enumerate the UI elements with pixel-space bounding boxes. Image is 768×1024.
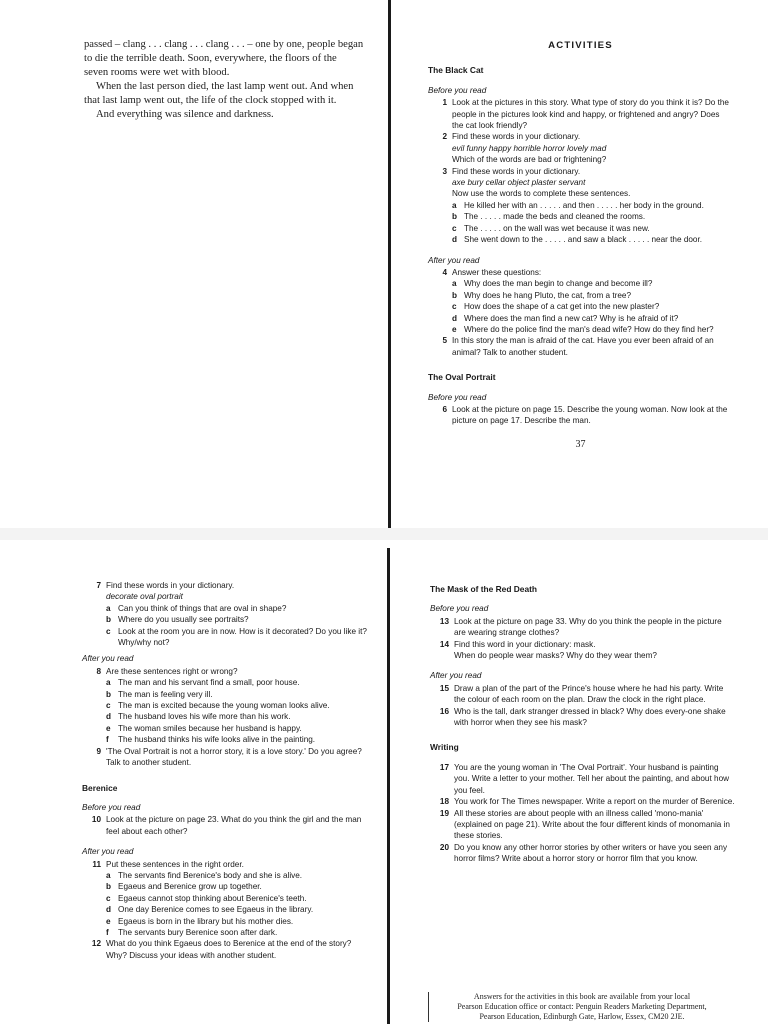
question-14 [430,639,735,662]
sub-item [106,711,367,722]
sub-item-text: Where does the man find a new cat? Why is he afraid of it? [464,313,679,323]
sub-item-text: Egaeus and Berenice grow up together. [118,882,262,892]
question-number: 7 [96,581,101,590]
activities-page-37 [392,0,768,528]
sub-item-letter: a [452,200,457,210]
story-text [84,38,364,122]
sub-item-text: She went down to the . . . . . and saw a black . . . . . near the door. [464,235,703,245]
question-text: Who is the tall, dark stranger dressed in black? Why does every-one shake with horror when they see his mask? [454,706,726,728]
story-line: And everything was silence and darkness. [96,109,274,120]
sub-item-letter: d [452,235,458,245]
sub-item [106,723,367,734]
sub-item-letter: e [106,916,111,926]
sub-item-letter: b [106,615,112,625]
sub-item-text: The husband thinks his wife looks alive in the painting. [118,735,316,745]
sub-item-text: The man and his servant find a small, poor house. [118,678,300,688]
sub-item [452,200,733,211]
story-line: to die the terrible death. Soon, everywhere, the floors of the [84,53,337,64]
activities-column [430,584,735,865]
sub-item-text: How does the shape of a cat get into the new plaster? [464,302,660,312]
question-19 [430,808,735,842]
question-number: 11 [92,859,101,869]
question-8 [82,666,367,746]
question-number: 13 [439,616,449,626]
after-you-read-label: After you read [430,671,482,681]
before-you-read-label: Before you read [428,85,487,95]
question-number: 5 [442,336,447,346]
question-number: 6 [442,404,447,414]
book-spine-top [388,0,391,528]
question-text: Put these sentences in the right order. [106,859,244,869]
story-line: that last lamp went out, the life of the clock stopped with it. [84,95,337,106]
story-page-end [0,0,388,528]
question-text: In this story the man is afraid of the cat. Have you ever been afraid of an animal? Talk to another student. [452,336,714,357]
question-follow-up: Which of the words are bad or frightening? [452,155,607,165]
story-line: passed – clang . . . clang . . . clang . . . – one by one, people began [84,39,364,50]
question-12 [82,938,367,961]
section-title-black-cat: The Black Cat [428,65,484,76]
sub-item-text: The servants find Berenice's body and she is alive. [118,870,303,880]
question-follow-up: Now use the words to complete these sentences. [452,189,631,199]
question-text: Find these words in your dictionary. [452,166,581,176]
sub-item-letter: e [106,723,111,733]
sub-item [106,603,367,614]
sub-item-text: Can you think of things that are oval in shape? [118,603,287,613]
activities-page-38 [0,540,388,1024]
question-4 [428,267,733,335]
section-title-mask-of-red-death: The Mask of the Red Death [430,584,538,594]
sub-item-letter: b [452,290,458,300]
sub-item [106,734,367,745]
sub-item-letter: d [106,712,112,722]
question-text: Look at the pictures in this story. What type of story do you think it is? Do the people in the pictures look kind and happy, or frightened and angry? Does the cat look friendly? [452,98,729,131]
question-text: Do you know any other horror stories by other writers or have you seen any horror films? Write about a horror story or horror film that you know. [454,842,728,864]
sub-item-text: One day Berenice comes to see Egaeus in the library. [118,905,314,915]
sub-item [452,278,733,289]
section-title-oval-portrait: The Oval Portrait [428,372,496,383]
sub-item-text: The husband loves his wife more than his work. [118,712,291,722]
question-13 [430,616,735,639]
question-number: 15 [439,683,449,693]
sub-item [452,301,733,312]
sub-item [452,234,733,245]
sub-item [106,677,367,688]
sub-item [106,893,367,904]
sub-item-letter: c [452,302,457,312]
sub-item [452,324,733,335]
footer-line: Pearson Education office or contact: Penguin Readers Marketing Department, [457,1002,707,1011]
question-text: Look at the picture on page 23. What do you think the girl and the man feel about each other? [106,815,362,836]
word-list: evil funny happy horrible horror lovely mad [452,143,607,153]
question-number: 14 [439,639,449,649]
sub-item [106,689,367,700]
before-you-read-label: Before you read [82,802,141,812]
sub-item-text: Where do you usually see portraits? [118,615,249,625]
after-you-read-label: After you read [82,654,134,664]
question-7 [82,580,367,648]
word-list: axe bury cellar object plaster servant [452,178,586,188]
sub-item-letter: c [106,893,111,903]
story-line: seven rooms were wet with blood. [84,67,230,78]
question-15 [430,683,735,706]
before-you-read-label: Before you read [428,392,487,402]
question-text: Find these words in your dictionary. [106,581,235,590]
question-number: 2 [442,132,447,142]
sub-item [106,700,367,711]
question-text: You work for The Times newspaper. Write a report on the murder of Berenice. [454,797,735,807]
question-text: Draw a plan of the part of the Prince's house where he had his party. Write the colour of each room on the plan. Draw the clock in the right place. [454,683,724,705]
footer-line: Answers for the activities in this book are available from your local [473,992,691,1001]
question-text: Find these words in your dictionary. [452,132,581,142]
question-number: 8 [96,666,101,676]
answers-footer-note [428,992,727,1022]
question-text: 'The Oval Portrait is not a horror story, it is a love story.' Do you agree? Talk to another student. [106,746,362,768]
question-text: Look at the picture on page 15. Describe the young woman. Now look at the picture on page 17. Describe the man. [452,404,728,426]
sub-item-letter: f [106,927,109,937]
sub-item-text: Why does he hang Pluto, the cat, from a tree? [464,290,632,300]
sub-item-letter: c [106,626,111,636]
sub-item [106,626,367,649]
after-you-read-label: After you read [428,255,480,265]
sub-item [106,614,367,625]
question-5 [428,335,733,358]
sub-item-letter: b [452,212,458,222]
sub-item-letter: e [452,324,457,334]
sub-item-text: The man is excited because the young woman looks alive. [118,701,330,711]
question-text: What do you think Egaeus does to Berenice at the end of the story? Why? Discuss your ideas with another student. [106,939,352,960]
sub-item-letter: b [106,882,112,892]
sub-item-letter: c [106,701,111,711]
question-number: 3 [442,166,447,176]
question-1 [428,97,733,131]
question-16 [430,706,735,729]
sub-item-letter: a [106,678,111,688]
sub-item-text: The man is feeling very ill. [118,689,213,699]
question-text: You are the young woman in 'The Oval Portrait'. Your husband is painting you. Write a letter to your mother. Tell her about the painting, and about how you feel. [454,762,730,795]
sub-item [106,916,367,927]
activities-heading: ACTIVITIES [548,40,613,51]
question-text: All these stories are about people with an illness called 'mono-mania' (explained on page 21). Write about the four different kinds of monomania in these stories. [454,808,730,841]
question-number: 4 [442,267,447,277]
activities-column [428,40,733,450]
sub-item-text: Where do the police find the man's dead wife? How do they find her? [464,324,714,334]
question-follow-up: When do people wear masks? Why do they wear them? [454,651,657,661]
sub-item-letter: d [106,905,112,915]
question-number: 19 [439,808,449,818]
sub-item-letter: f [106,735,109,745]
word-list: decorate oval portrait [106,592,183,602]
sub-item-text: Why does the man begin to change and become ill? [464,279,653,289]
sub-item [452,290,733,301]
question-number: 1 [442,98,447,108]
sub-item [106,904,367,915]
question-text: Answer these questions: [452,267,542,277]
question-6 [428,404,733,427]
question-10 [82,814,367,837]
sub-item [452,223,733,234]
sub-item-letter: d [452,313,458,323]
sub-item [106,881,367,892]
sub-item-letter: a [106,870,111,880]
question-text: Find this word in your dictionary: mask. [454,639,596,649]
sub-item-letter: a [106,603,111,613]
question-number: 16 [439,706,449,716]
question-18 [430,796,735,807]
sub-item-text: Look at the room you are in now. How is it decorated? Do you like it? Why/why not? [118,626,367,648]
sub-item-text: The . . . . . made the beds and cleaned the rooms. [464,212,646,222]
sub-item [106,870,367,881]
question-3 [428,166,733,246]
question-text: Look at the picture on page 33. Why do you think the people in the picture are wearing strange clothes? [454,616,722,638]
section-title-writing: Writing [430,742,459,753]
sub-item [106,927,367,938]
sub-item-text: Egaeus is born in the library but his mother dies. [118,916,294,926]
question-20 [430,842,735,865]
sub-item-letter: a [452,279,457,289]
after-you-read-label: After you read [82,847,134,857]
activities-column [82,580,367,961]
question-17 [430,762,735,796]
question-number: 17 [439,762,449,772]
sub-item-text: The servants bury Berenice soon after dark. [118,927,278,937]
story-line: When the last person died, the last lamp went out. And when [96,81,354,92]
question-9 [82,746,367,769]
sub-item-text: Egaeus cannot stop thinking about Berenice's teeth. [118,893,307,903]
footer-line: Pearson Education, Edinburgh Gate, Harlow, Essex, CM20 2JE. [479,1012,685,1021]
before-you-read-label: Before you read [430,604,489,614]
question-11 [82,859,367,939]
page-number: 37 [575,438,586,450]
page-gap [0,528,768,540]
question-number: 20 [439,842,449,852]
question-number: 18 [439,797,449,807]
question-2 [428,131,733,165]
sub-item [452,211,733,222]
sub-item-text: The woman smiles because her husband is happy. [118,723,302,733]
sub-item-text: The . . . . . on the wall was wet because it was new. [464,223,650,233]
question-number: 10 [91,815,101,825]
question-text: Are these sentences right or wrong? [106,666,238,676]
section-title-berenice: Berenice [82,782,118,793]
sub-item-letter: c [452,223,457,233]
sub-item-text: He killed her with an . . . . . and then . . . . . her body in the ground. [464,200,704,210]
question-number: 9 [96,746,101,756]
sub-item-letter: b [106,689,112,699]
question-number: 12 [91,939,101,949]
sub-item [452,313,733,324]
activities-page-39 [392,540,768,1024]
